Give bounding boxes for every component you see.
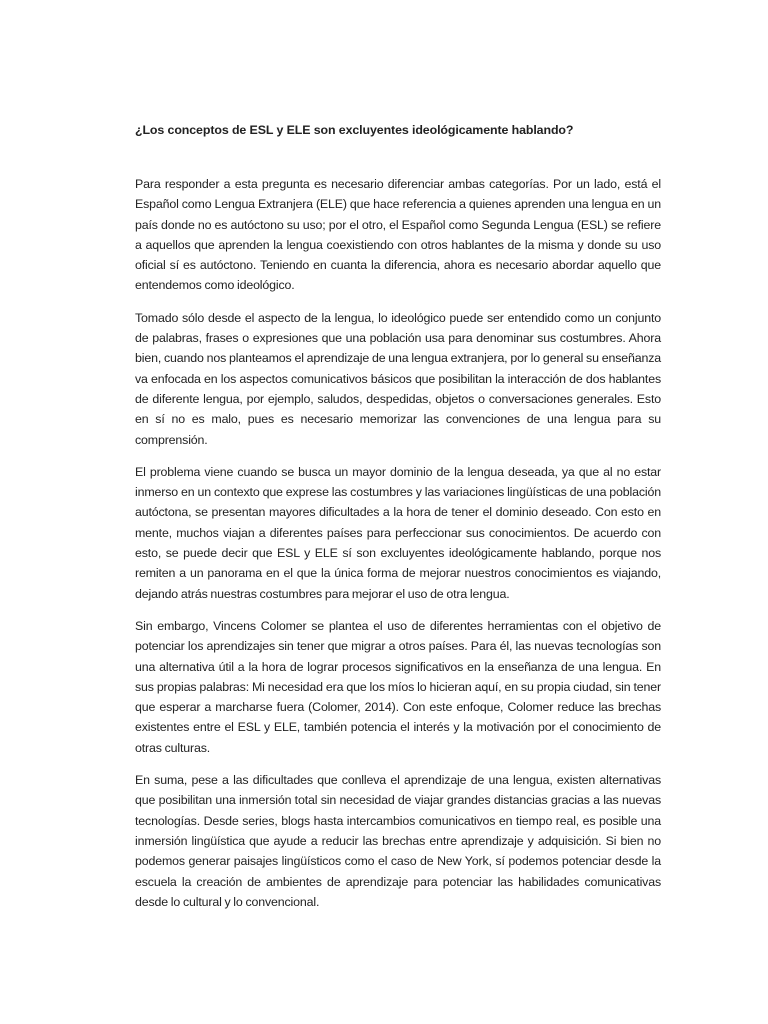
paragraph-2: Tomado sólo desde el aspecto de la lengua, lo ideológico puede ser entendido como un conjunto de palabras, frases o expresiones que una población usa para denominar sus costumbres. Ahora bien, cuando nos planteamos el aprendizaje de una lengua extranjera, por lo general su enseñanza va enfocada en los aspectos comunicativos básicos que posibilitan la interacción de dos hablantes de diferente lengua, por ejemplo, saludos, despedidas, objetos o conversaciones generales. Esto en sí no es malo, pues es necesario memorizar las convenciones de una lengua para su comprensión.: [135, 310, 661, 447]
paragraph-3: El problema viene cuando se busca un mayor dominio de la lengua deseada, ya que al no estar inmerso en un contexto que exprese las costumbres y las variaciones lingüísticas de una población autóctona, se presentan mayores dificultades a la hora de tener el dominio deseado. Con esto en mente, muchos viajan a diferentes países para perfeccionar sus conocimientos. De acuerdo con esto, se puede decir que ESL y ELE sí son excluyentes ideológicamente hablando, porque nos remiten a un panorama en el que la única forma de mejorar nuestros conocimientos es viajando, dejando atrás nuestras costumbres para mejorar el uso de otra lengua.: [135, 464, 661, 601]
paragraph-4: Sin embargo, Vincens Colomer se plantea el uso de diferentes herramientas con el objetivo de potenciar los aprendizajes sin tener que migrar a otros países. Para él, las nuevas tecnologías son una alternativa útil a la hora de lograr procesos significativos en la enseñanza de una lengua. En sus propias palabras: Mi necesidad era que los míos lo hicieran aquí, en su propia ciudad, sin tener que esperar a marcharse fuera (Colomer, 2014). Con este enfoque, Colomer reduce las brechas existentes entre el ESL y ELE, también potencia el interés y la motivación por el conocimiento de otras culturas.: [135, 618, 661, 755]
document-title: ¿Los conceptos de ESL y ELE son excluyentes ideológicamente hablando?: [135, 123, 574, 137]
paragraph-5: En suma, pese a las dificultades que conlleva el aprendizaje de una lengua, existen alternativas que posibilitan una inmersión total sin necesidad de viajar grandes distancias gracias a las nuevas tecnologías. Desde series, blogs hasta intercambios comunicativos en tiempo real, es posible una inmersión lingüística que ayude a reducir las brechas entre aprendizaje y adquisición. Si bien no podemos generar paisajes lingüísticos como el caso de New York, sí podemos potenciar desde la escuela la creación de ambientes de aprendizaje para potenciar las habilidades comunicativas desde lo cultural y lo convencional.: [135, 773, 661, 909]
paragraph-1: Para responder a esta pregunta es necesario diferenciar ambas categorías. Por un lado, está el Español como Lengua Extranjera (ELE) que hace referencia a quienes aprenden una lengua en un país donde no es autóctono su uso; por el otro, el Español como Segunda Lengua (ESL) se refiere a aquellos que aprenden la lengua coexistiendo con otros hablantes de la misma y donde su uso oficial sí es autóctono. Teniendo en cuanta la diferencia, ahora es necesario abordar aquello que entendemos como ideológico.: [135, 177, 661, 293]
document-body: [135, 122, 661, 924]
